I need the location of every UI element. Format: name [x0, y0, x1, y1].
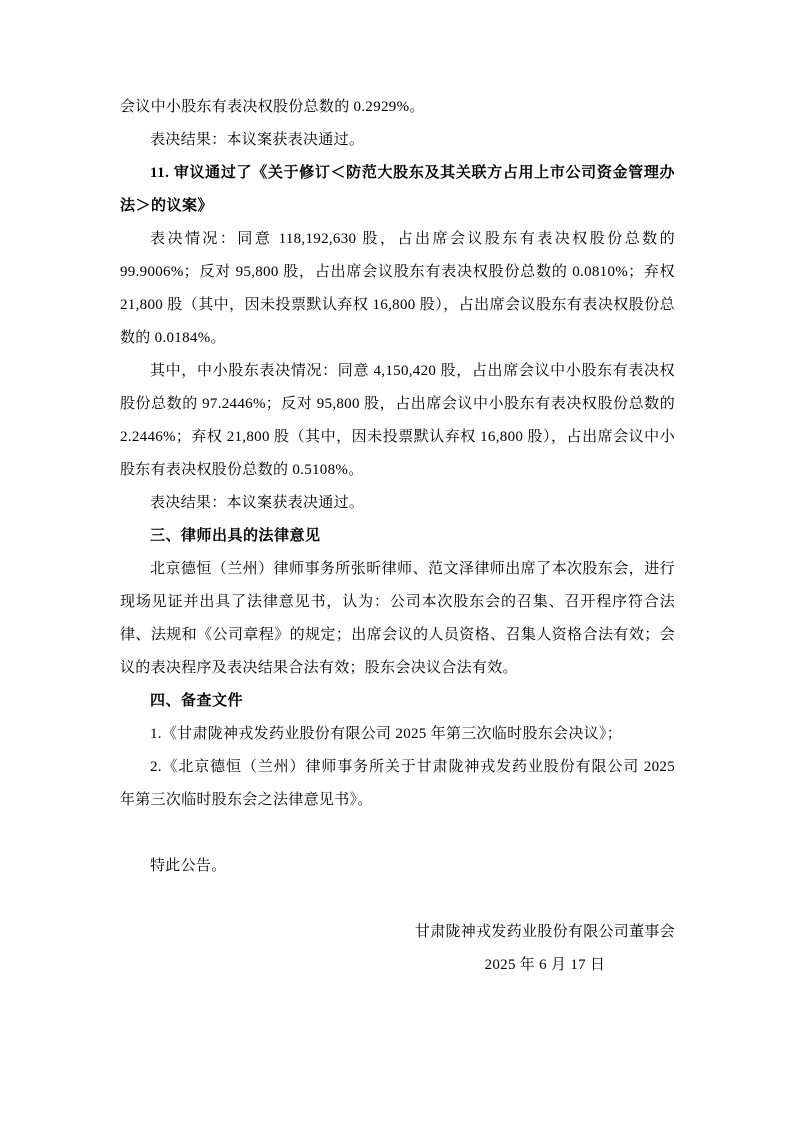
paragraph-legal-opinion-body: 北京德恒（兰州）律师事务所张昕律师、范文泽律师出席了本次股东会，进行现场见证并出具了法律意见书，认为：公司本次股东会的召集、召开程序符合法律、法规和《公司章程》的规定；出席会议的人员资格、召集人资格合法有效；会议的表决程序及表决结果合法有效；股东会决议合法有效。: [120, 561, 675, 676]
heading-item-11: 11. 审议通过了《关于修订＜防范大股东及其关联方占用上市公司资金管理办法＞的议案》: [120, 165, 675, 214]
paragraph-continuation-minority-share-percent: 会议中小股东有表决权股份总数的 0.2929%。: [120, 99, 425, 115]
signature-date: 2025 年 6 月 17 日: [484, 957, 606, 973]
paragraph-announcement-closing: 特此公告。: [150, 858, 227, 874]
signature-inner: [415, 916, 675, 982]
paragraph-reference-doc-2: 2.《北京德恒（兰州）律师事务所关于甘肃陇神戎发药业股份有限公司 2025 年第三次临时股东会之法律意见书》。: [120, 759, 675, 808]
heading-section-4-reference-documents: 四、备查文件: [150, 693, 244, 709]
signature-company-board: 甘肃陇神戎发药业股份有限公司董事会: [414, 924, 675, 940]
heading-section-3-legal-opinion: 三、律师出具的法律意见: [150, 528, 321, 544]
paragraph-vote-result-11: 表决结果：本议案获表决通过。: [150, 495, 365, 511]
signature-block: [120, 916, 675, 982]
paragraph-vote-result-10: 表决结果：本议案获表决通过。: [150, 132, 365, 148]
paragraph-vote-detail-item-11: 表决情况：同意 118,192,630 股，占出席会议股东有表决权股份总数的 99.9006%；反对 95,800 股，占出席会议股东有表决权股份总数的 0.0810%；弃权 21,800 股（其中，因未投票默认弃权 16,800 股），占出席会议股东有表决权股份总数的 0.0184%。: [120, 231, 675, 346]
paragraph-minority-vote-detail-item-11: 其中，中小股东表决情况：同意 4,150,420 股，占出席会议中小股东有表决权股份总数的 97.2446%；反对 95,800 股，占出席会议中小股东有表决权股份总数的 2.2446%；弃权 21,800 股（其中，因未投票默认弃权 16,800 股），占出席会议中小股东有表决权股份总数的 0.5108%。: [120, 363, 675, 478]
paragraph-reference-doc-1: 1.《甘肃陇神戎发药业股份有限公司 2025 年第三次临时股东会决议》；: [150, 726, 623, 742]
